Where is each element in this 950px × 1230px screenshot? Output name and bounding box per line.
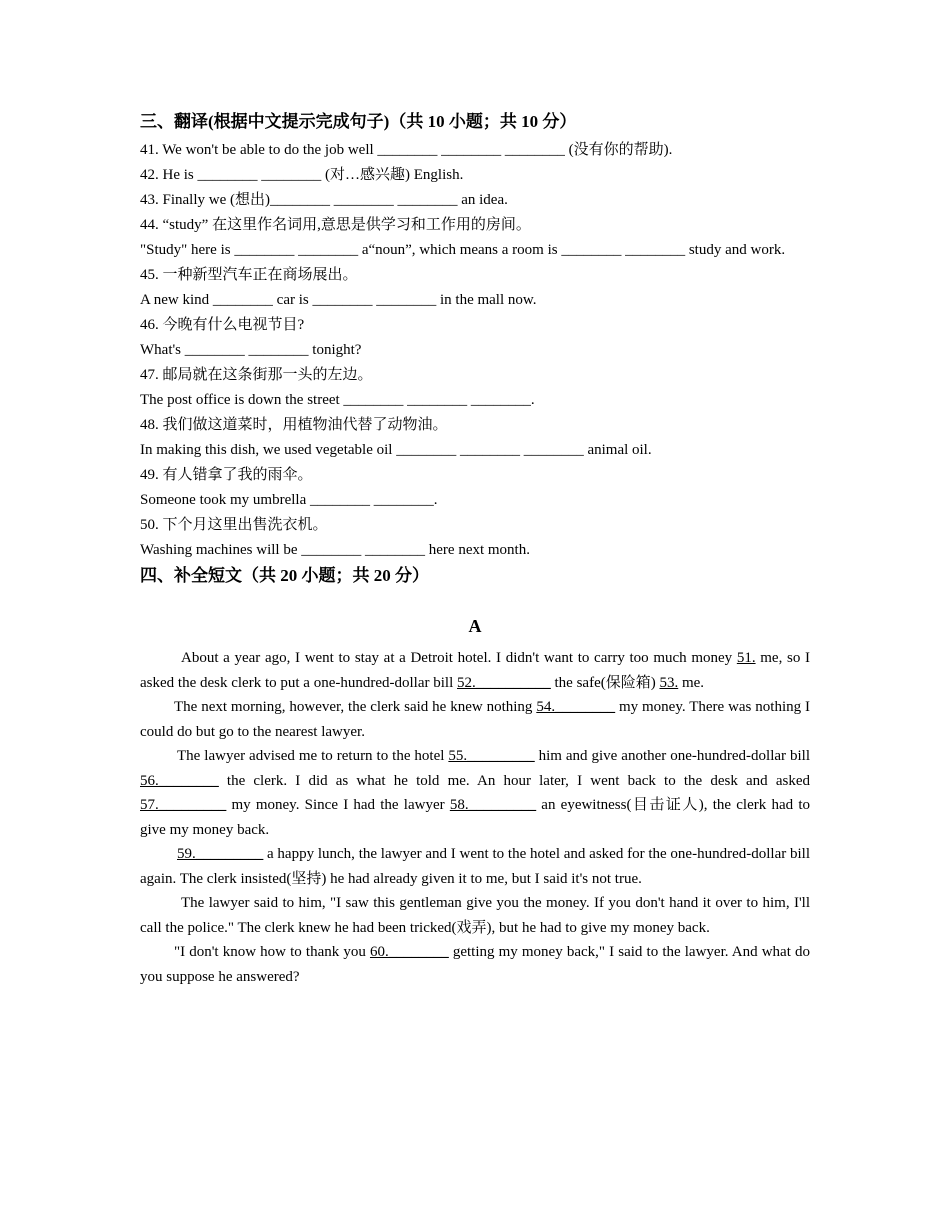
question-44-sentence: "Study" here is ________ ________ a“noun”, which means a room is ________ ________ study and work. [140,242,786,258]
question-43: 43. Finally we (想出)________ ________ ________ an idea. [140,192,508,208]
paragraph-2 [140,695,810,744]
blank-56: 56.________ [140,772,219,789]
text: the clerk. I did as what he told me. An hour later, I went back to the desk and asked [218,772,810,789]
question-47-prompt: 47. 邮局就在这条街那一头的左边。 [140,367,373,383]
paragraph-3 [140,744,810,842]
paragraph-6 [140,940,810,989]
section4-heading: 四、补全短文（共 20 小题；共 20 分） [140,566,429,585]
section3-heading: 三、翻译(根据中文提示完成句子)（共 10 小题；共 10 分） [140,112,577,131]
question-46-sentence: What's ________ ________ tonight? [140,342,362,358]
blank-57: 57._________ [140,797,227,813]
question-41: 41. We won't be able to do the job well ________ ________ ________ (没有你的帮助). [140,142,673,158]
text: my money. Since I had the lawyer [226,797,450,813]
passage-a [140,646,810,989]
blank-59: 59._________ [177,846,264,862]
text: a happy lunch, the lawyer and I went to the hotel and asked for the one-hundred-dollar bill again. The clerk insisted(坚持) he had already given it to me, but I said it's not true. [140,846,810,887]
blank-53: 53. [659,674,679,691]
question-50-prompt: 50. 下个月这里出售洗衣机。 [140,517,328,533]
blank-58: 58._________ [449,797,537,813]
text: The lawyer advised me to return to the hotel [177,748,449,764]
blank-54: 54.________ [536,699,616,715]
question-44-prompt: 44. “study” 在这里作名词用,意思是供学习和工作用的房间。 [140,217,531,233]
translation-questions [140,138,810,563]
paragraph-4 [140,842,810,891]
text: an eyewitness(目击证人), the clerk had to give my money back. [140,797,810,838]
question-48-prompt: 48. 我们做这道菜时，用植物油代替了动物油。 [140,417,448,433]
text: my money. There was nothing I could do but go to the nearest lawyer. [140,699,810,740]
question-48-sentence: In making this dish, we used vegetable oil ________ ________ ________ animal oil. [140,442,652,458]
blank-60: 60.________ [369,944,449,960]
question-50-sentence: Washing machines will be ________ ________ here next month. [140,542,530,558]
text: The lawyer said to him, "I saw this gentleman give you the money. If you don't hand it over to him, I'll call the police." The clerk knew he had been tricked(戏弄), but he had to give my money back. [140,895,810,936]
passage-title: A [468,616,482,636]
blank-55: 55._________ [448,748,535,764]
text: him and give another one-hundred-dollar bill [534,748,810,764]
question-45-sentence: A new kind ________ car is ________ ________ in the mall now. [140,292,537,308]
paragraph-5 [140,891,810,940]
question-42: 42. He is ________ ________ (对…感兴趣) English. [140,167,464,183]
question-49-sentence: Someone took my umbrella ________ ________. [140,492,438,508]
exam-page [140,110,810,989]
paragraph-1 [140,646,810,695]
blank-51: 51. [736,650,756,666]
text: getting my money back," I said to the lawyer. And what do you suppose he answered? [140,944,810,985]
question-49-prompt: 49. 有人错拿了我的雨伞。 [140,467,313,483]
blank-52: 52.__________ [457,674,551,691]
question-47-sentence: The post office is down the street ________ ________ ________. [140,392,535,408]
text: About a year ago, I went to stay at a Detroit hotel. I didn't want to carry too much money [181,650,737,666]
text: me. [678,674,705,691]
question-45-prompt: 45. 一种新型汽车正在商场展出。 [140,267,358,283]
text: "I don't know how to thank you [174,944,370,960]
text: me, so I asked the desk clerk to put a one-hundred-dollar bill [140,650,810,691]
question-46-prompt: 46. 今晚有什么电视节目? [140,317,305,333]
text: the safe(保险箱) [550,674,660,691]
text: The next morning, however, the clerk said he knew nothing [174,699,537,715]
